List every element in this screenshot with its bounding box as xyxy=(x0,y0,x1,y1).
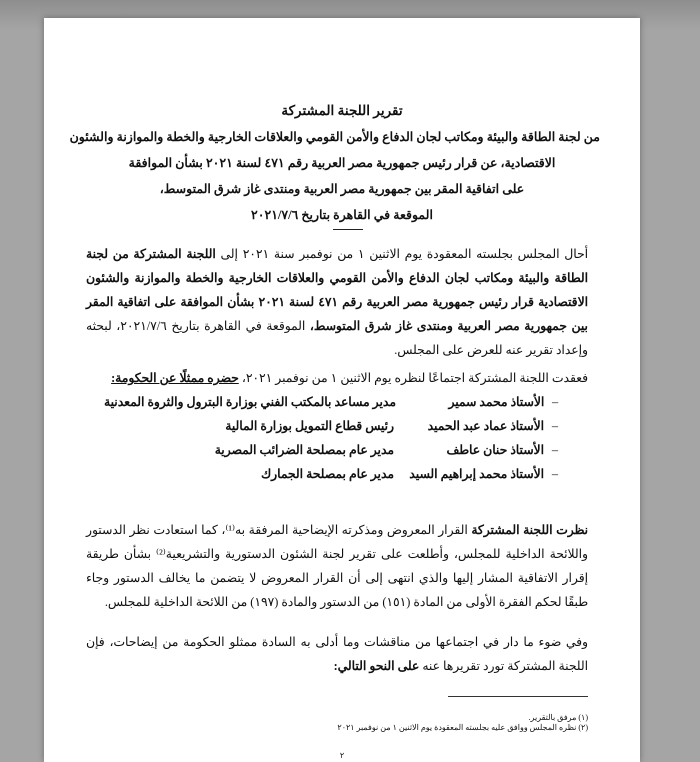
conclusion-paragraph xyxy=(86,630,588,678)
footnotes xyxy=(96,713,588,733)
list-dash: – xyxy=(551,467,559,481)
title-separator xyxy=(333,229,363,230)
list-dash: – xyxy=(552,395,559,409)
conclusion-text: وفي ضوء ما دار في اجتماعها من مناقشات وما أدلى به السادة ممثلو الحكومة من إيضاحات، فإن اللجنة المشتركة تورد تقريرها عنه xyxy=(86,635,588,673)
member-name: الأستاذ حنان عاطف xyxy=(446,443,544,457)
member-name: الأستاذ محمد سمير xyxy=(448,395,545,409)
member-role: مدير عام بمصلحة الجمارك xyxy=(261,467,394,481)
review-bold-text: نظرت اللجنة المشتركة xyxy=(471,523,588,537)
member-role: مدير مساعد بالمكتب الفني بوزارة البترول والثروة المعدنية xyxy=(104,395,396,409)
government-representatives-heading: حضره ممثلًا عن الحكومة: xyxy=(111,371,239,385)
list-item xyxy=(104,462,566,486)
list-item xyxy=(104,438,566,462)
list-item xyxy=(104,414,566,438)
member-role: مدير عام بمصلحة الضرائب المصرية xyxy=(214,443,394,457)
report-subtitle-line-4: الموقعة في القاهرة بتاريخ ٢٠٢١/٧/٦ xyxy=(251,208,433,222)
report-subtitle-line-3: على اتفاقية المقر بين جمهورية مصر العربية ومنتدى غاز شرق المتوسط، xyxy=(159,182,525,196)
intro-bold-text: اللجنة المشتركة من لجنة الطاقة والبيئة ومكاتب لجان الدفاع والأمن القومي والعلاقات الخارجية والخطة والموازنة والشئون الاقتصادية قرار رئيس جمهورية مصر العربية رقم ٤٧١ لسنة ٢٠٢١ بشأن الموافقة على اتفاقية المقر بين جمهورية مصر العربية ومنتدى غاز شرق المتوسط، xyxy=(86,247,588,333)
intro-text: أحال المجلس بجلسته المعقودة يوم الاثنين ١ من نوفمبر سنة ٢٠٢١ إلى xyxy=(215,247,589,261)
footnote-1: (١) مرفق بالتقرير. xyxy=(528,713,588,722)
report-title: تقرير اللجنة المشتركة xyxy=(281,103,403,118)
report-subtitle-line-2: الاقتصادية، عن قرار رئيس جمهورية مصر العربية رقم ٤٧١ لسنة ٢٠٢١ بشأن الموافقة xyxy=(128,156,556,170)
member-role: رئيس قطاع التمويل بوزارة المالية xyxy=(225,419,394,433)
report-title-block xyxy=(69,98,600,228)
meeting-text: فعقدت اللجنة المشتركة اجتماعًا لنظره يوم الاثنين ١ من نوفمبر ٢٠٢١، xyxy=(238,371,588,385)
footnote-separator xyxy=(448,696,588,697)
member-name: الأستاذ محمد إبراهيم السيد xyxy=(409,467,544,481)
meeting-paragraph xyxy=(86,366,588,390)
footnote-2: (٢) نظره المجلس ووافق عليه بجلسته المعقودة يوم الاثنين ١ من نوفمبر ٢٠٢١ xyxy=(337,723,588,732)
page-number: ٢ xyxy=(339,751,345,760)
review-paragraph xyxy=(86,518,588,614)
list-dash: – xyxy=(551,419,559,433)
list-dash: – xyxy=(551,443,559,457)
list-item xyxy=(104,390,566,414)
intro-end-text: الموقعة في القاهرة بتاريخ ٢٠٢١/٧/٦، لبحثه وإعداد تقرير عنه للعرض على المجلس. xyxy=(86,319,588,357)
intro-paragraph xyxy=(86,242,588,362)
member-name: الأستاذ عماد عبد الحميد xyxy=(427,419,544,433)
government-representatives-list xyxy=(104,390,566,486)
report-subtitle-line-1: من لجنة الطاقة والبيئة ومكاتب لجان الدفاع والأمن القومي والعلاقات الخارجية والخطة والموازنة والشئون xyxy=(69,130,600,144)
conclusion-bold-text: على النحو التالي: xyxy=(333,659,420,673)
document-page xyxy=(44,18,640,762)
review-text: القرار المعروض ومذكرته الإيضاحية المرفقة به⁽¹⁾، كما استعادت نظر الدستور واللائحة الداخلية للمجلس، وأطلعت على تقرير لجنة الشئون الدستورية والتشريعية⁽²⁾ بشأن طريقة إقرار الاتفاقية المشار إليها والذي انتهى إلى أن القرار المعروض لا يتضمن ما يخالف الدستور وجاء طبقًا لحكم الفقرة الأولى من المادة (١٥١) من الدستور والمادة (١٩٧) من اللائحة الداخلية للمجلس. xyxy=(86,523,588,609)
